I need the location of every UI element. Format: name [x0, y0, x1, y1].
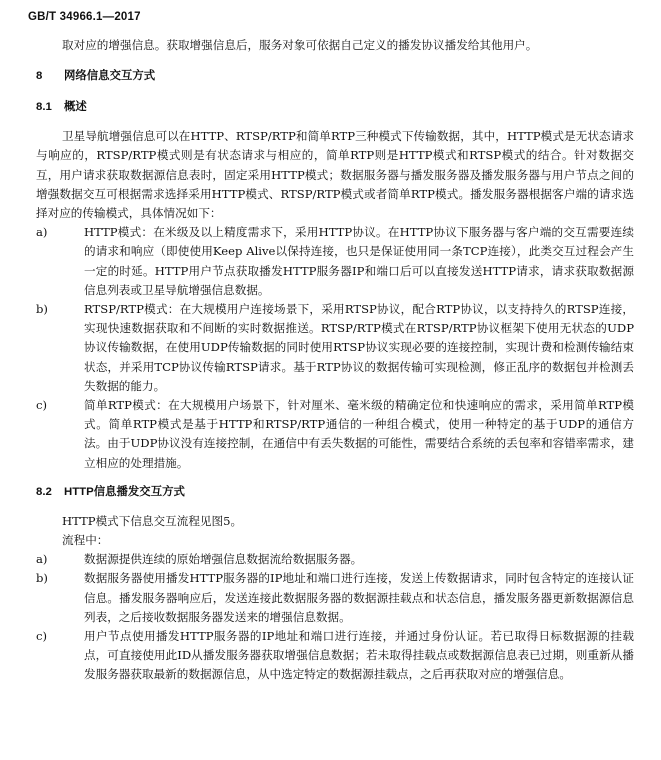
section-8-title: 网络信息交互方式: [64, 70, 156, 83]
section-8-1-heading: [36, 98, 634, 117]
list-item: [36, 396, 634, 473]
section-8-heading: [36, 67, 634, 86]
section-8-1-number: 8.1: [36, 101, 52, 114]
section-8-1-paragraph: 卫星导航增强信息可以在HTTP、RTSP/RTP和简单RTP三种模式下传输数据，其中，HTTP模式是无状态请求与响应的，RTSP/RTP模式则是有状态请求与相应的，简单RTP则是HTTP模式和RTSP模式的结合。针对数据交互，用户请求获取数据源信息表时，固定采用HTTP模式；数据服务器与播发服务器及播发服务器与用户节点之间的增强数据交互可根据需求选择采用HTTP模式、RTSP/RTP模式或者简单RTP模式。播发服务器根据客户端的请求选择对应的传输模式，具体情况如下：: [36, 129, 634, 221]
section-8-2-line-1: HTTP模式下信息交互流程见图5。: [62, 513, 243, 528]
section-8-2-heading: [36, 483, 634, 502]
list-text: 数据服务器使用播发HTTP服务器的IP地址和端口进行连接，发送上传数据请求，同时包含特定的连接认证信息。播发服务器响应后，发送连接此数据服务器的数据源挂载点和状态信息，播发服务器更新数据源信息列表，之后接收数据服务器发送来的增强信息数据。: [84, 571, 634, 624]
list-item: [36, 223, 634, 300]
list-text: RTSP/RTP模式：在大规模用户连接场景下，采用RTSP协议，配合RTP协议，以支持持久的RTSP连接，实现快速数据获取和不间断的实时数据推送。RTSP/RTP模式在RTSP/RTP协议框架下使用无状态的UDP协议传输数据，在使用UDP传输数据的同时使用RTSP协议实现必要的连接控制，实现计费和检测传输结束状态，并采用TCP协议传输RTSP请求。基于RTP协议的数据传输可实现检测，修正乱序的数据包并检测丢失数据的能力。: [84, 302, 634, 393]
list-text: 数据源提供连续的原始增强信息数据流给数据服务器。: [84, 552, 363, 567]
list-item: [36, 550, 634, 569]
list-text: 简单RTP模式：在大规模用户场景下，针对厘米、毫米级的精确定位和快速响应的需求，采用简单RTP模式。简单RTP模式是基于HTTP和RTSP/RTP通信的一种组合模式，使用一种特定的基于UDP的通信方法。由于UDP协议没有连接控制，在通信中有丢失数据的可能性，需要结合系统的丢包率和容错率需求，建立相应的处理措施。: [84, 398, 634, 470]
intro-line: 取对应的增强信息。获取增强信息后，服务对象可依据自己定义的播发协议播发给其他用户。: [62, 38, 538, 52]
section-8-number: 8: [36, 70, 43, 83]
section-8-2-title: HTTP信息播发交互方式: [64, 485, 185, 498]
list-text: 用户节点使用播发HTTP服务器的IP地址和端口进行连接，并通过身份认证。若已取得日标数据源的挂载点，可直接使用此ID从播发服务器获取增强信息数据；若未取得挂载点或数据源信息表已过期，则重新从播发服务器获取最新的数据源信息，从中选定特定的数据源挂载点，之后再获取对应的增强信息。: [84, 629, 634, 682]
list-marker: b): [36, 302, 48, 317]
list-marker: a): [36, 225, 48, 240]
section-8-2-number: 8.2: [36, 485, 52, 498]
list-marker: b): [36, 571, 48, 586]
section-8-1-title: 概述: [64, 101, 87, 114]
list-marker: c): [36, 398, 48, 413]
standard-code-header: GB/T 34966.1—2017: [28, 11, 141, 23]
list-item: [36, 627, 634, 685]
list-marker: c): [36, 629, 48, 644]
list-item: [36, 300, 634, 396]
list-item: [36, 569, 634, 627]
list-marker: a): [36, 552, 48, 567]
section-8-2-line-2: 流程中：: [62, 533, 109, 548]
page-content: [36, 36, 634, 685]
list-text: HTTP模式：在米级及以上精度需求下，采用HTTP协议。在HTTP协议下服务器与客户端的交互需要连续的请求和响应（即使使用Keep Alive以保持连接，也只是保证使用同一条TCP连接），此类交互过程会产生一定的时延。HTTP用户节点获取播发HTTP服务器IP和端口后可以直接发送HTTP请求，请求获取数据源信息列表或卫星导航增强信息数据。: [84, 225, 634, 297]
